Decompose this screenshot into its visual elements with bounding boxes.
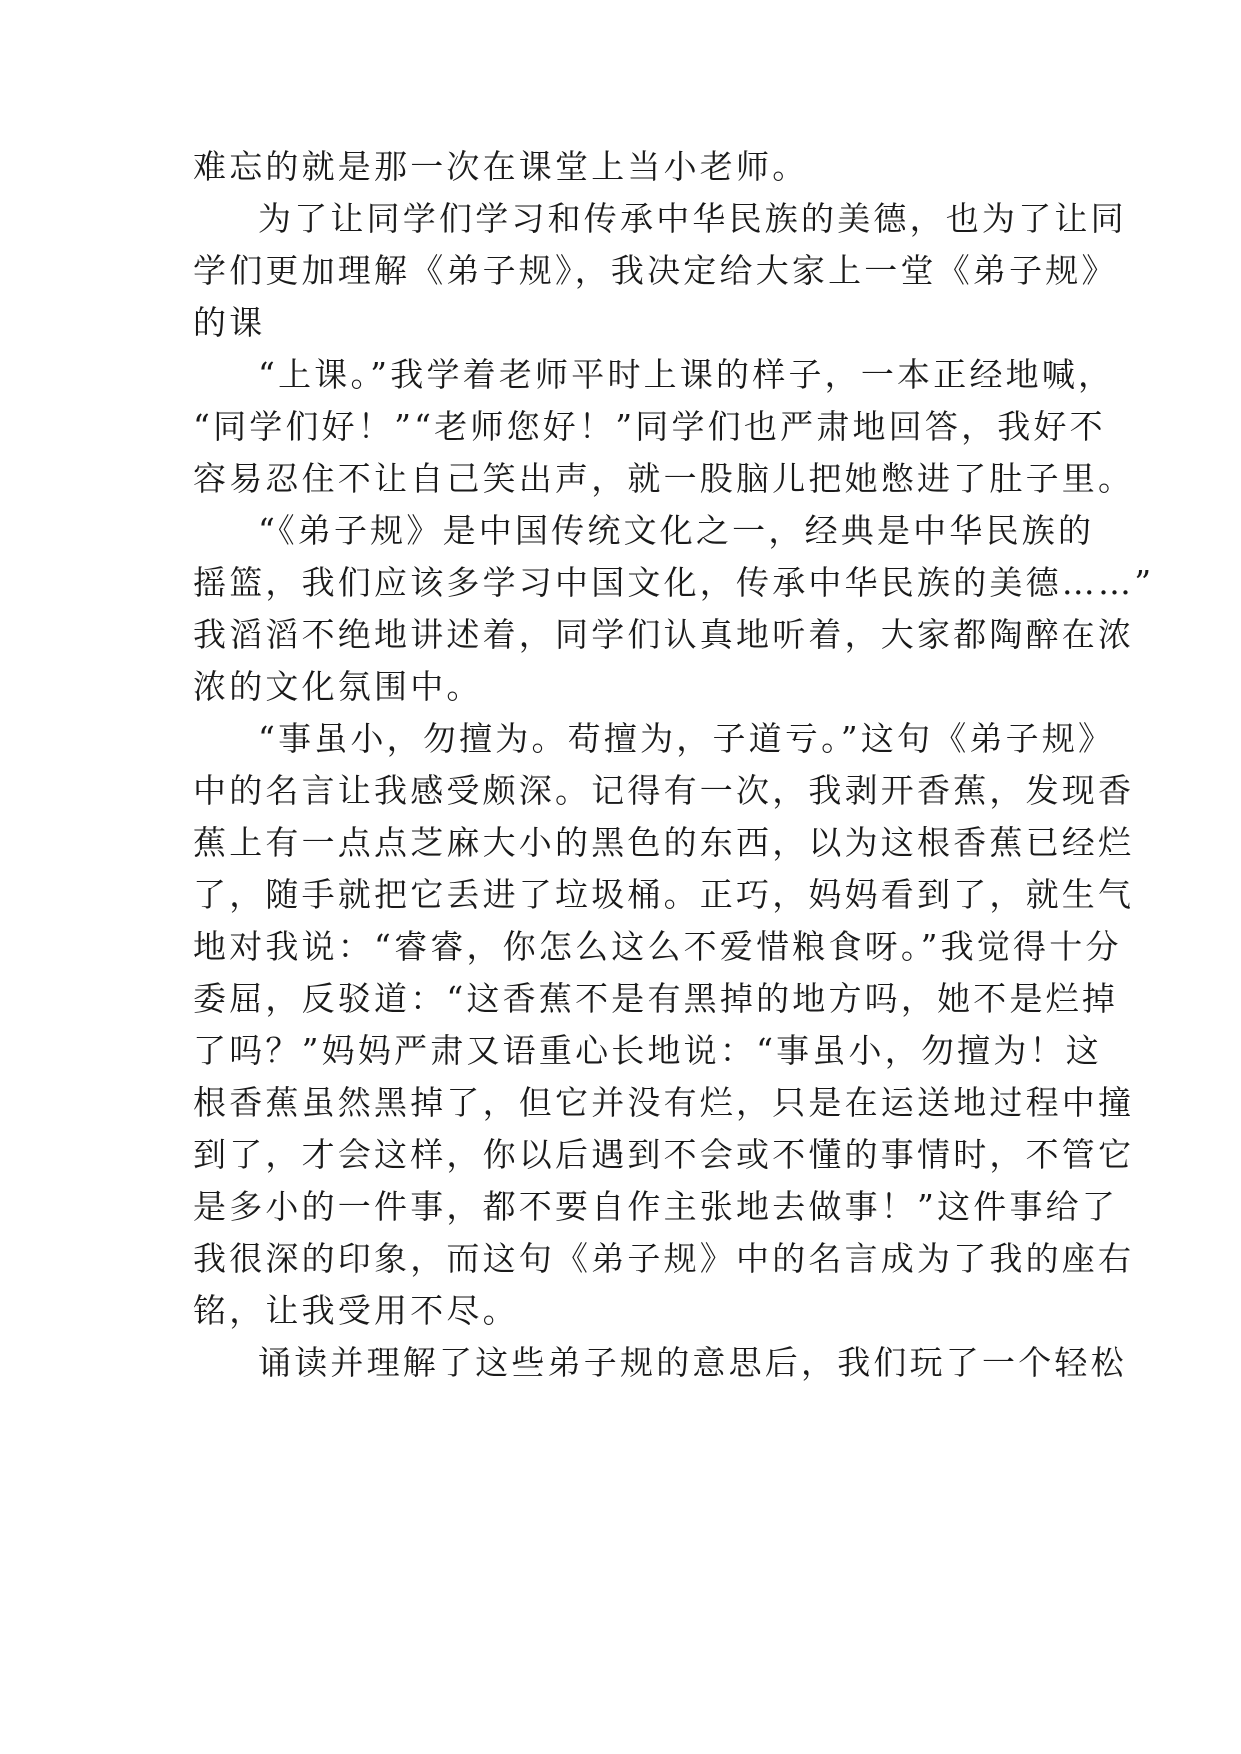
text-line: 中的名言让我感受颇深。记得有一次，我剥开香蕉，发现香 (193, 771, 1135, 810)
text-line: 难忘的就是那一次在课堂上当小老师。 (193, 147, 809, 186)
text-line: 铭，让我受用不尽。 (193, 1291, 519, 1330)
text-line: 是多小的一件事，都不要自作主张地去做事！”这件事给了 (193, 1187, 1119, 1226)
text-line: “事虽小，勿擅为。苟擅为，子道亏。”这句《弟子规》 (258, 719, 1115, 758)
text-line: “同学们好！”“老师您好！”同学们也严肃地回答，我好不 (193, 407, 1106, 446)
text-line: 了吗？”妈妈严肃又语重心长地说：“事虽小，勿擅为！这 (193, 1031, 1102, 1070)
text-line: 了，随手就把它丢进了垃圾桶。正巧，妈妈看到了，就生气 (193, 875, 1135, 914)
text-line: 学们更加理解《弟子规》，我决定给大家上一堂《弟子规》 (193, 251, 1118, 290)
text-line: 为了让同学们学习和传承中华民族的美德，也为了让同 (258, 199, 1127, 238)
text-line: 摇篮，我们应该多学习中国文化，传承中华民族的美德……” (193, 563, 1155, 602)
text-line: 浓的文化氛围中。 (193, 667, 483, 706)
text-line: 根香蕉虽然黑掉了，但它并没有烂，只是在运送地过程中撞 (193, 1083, 1135, 1122)
text-line: 委屈，反驳道：“这香蕉不是有黑掉的地方吗，她不是烂掉 (193, 979, 1119, 1018)
text-line: 容易忍住不让自己笑出声，就一股脑儿把她憋进了肚子里。 (193, 459, 1135, 498)
text-line: 我很深的印象，而这句《弟子规》中的名言成为了我的座右 (193, 1239, 1135, 1278)
text-line: 的课 (193, 303, 266, 342)
text-line: “《弟子规》是中国传统文化之一，经典是中华民族的 (258, 511, 1095, 550)
text-line: 诵读并理解了这些弟子规的意思后，我们玩了一个轻松 (258, 1343, 1127, 1382)
text-line: 蕉上有一点点芝麻大小的黑色的东西，以为这根香蕉已经烂 (193, 823, 1135, 862)
text-line: 我滔滔不绝地讲述着，同学们认真地听着，大家都陶醉在浓 (193, 615, 1135, 654)
text-line: “上课。”我学着老师平时上课的样子，一本正经地喊， (258, 355, 1115, 394)
text-line: 到了，才会这样，你以后遇到不会或不懂的事情时，不管它 (193, 1135, 1135, 1174)
text-line: 地对我说：“睿睿，你怎么这么不爱惜粮食呀。”我觉得十分 (193, 927, 1122, 966)
